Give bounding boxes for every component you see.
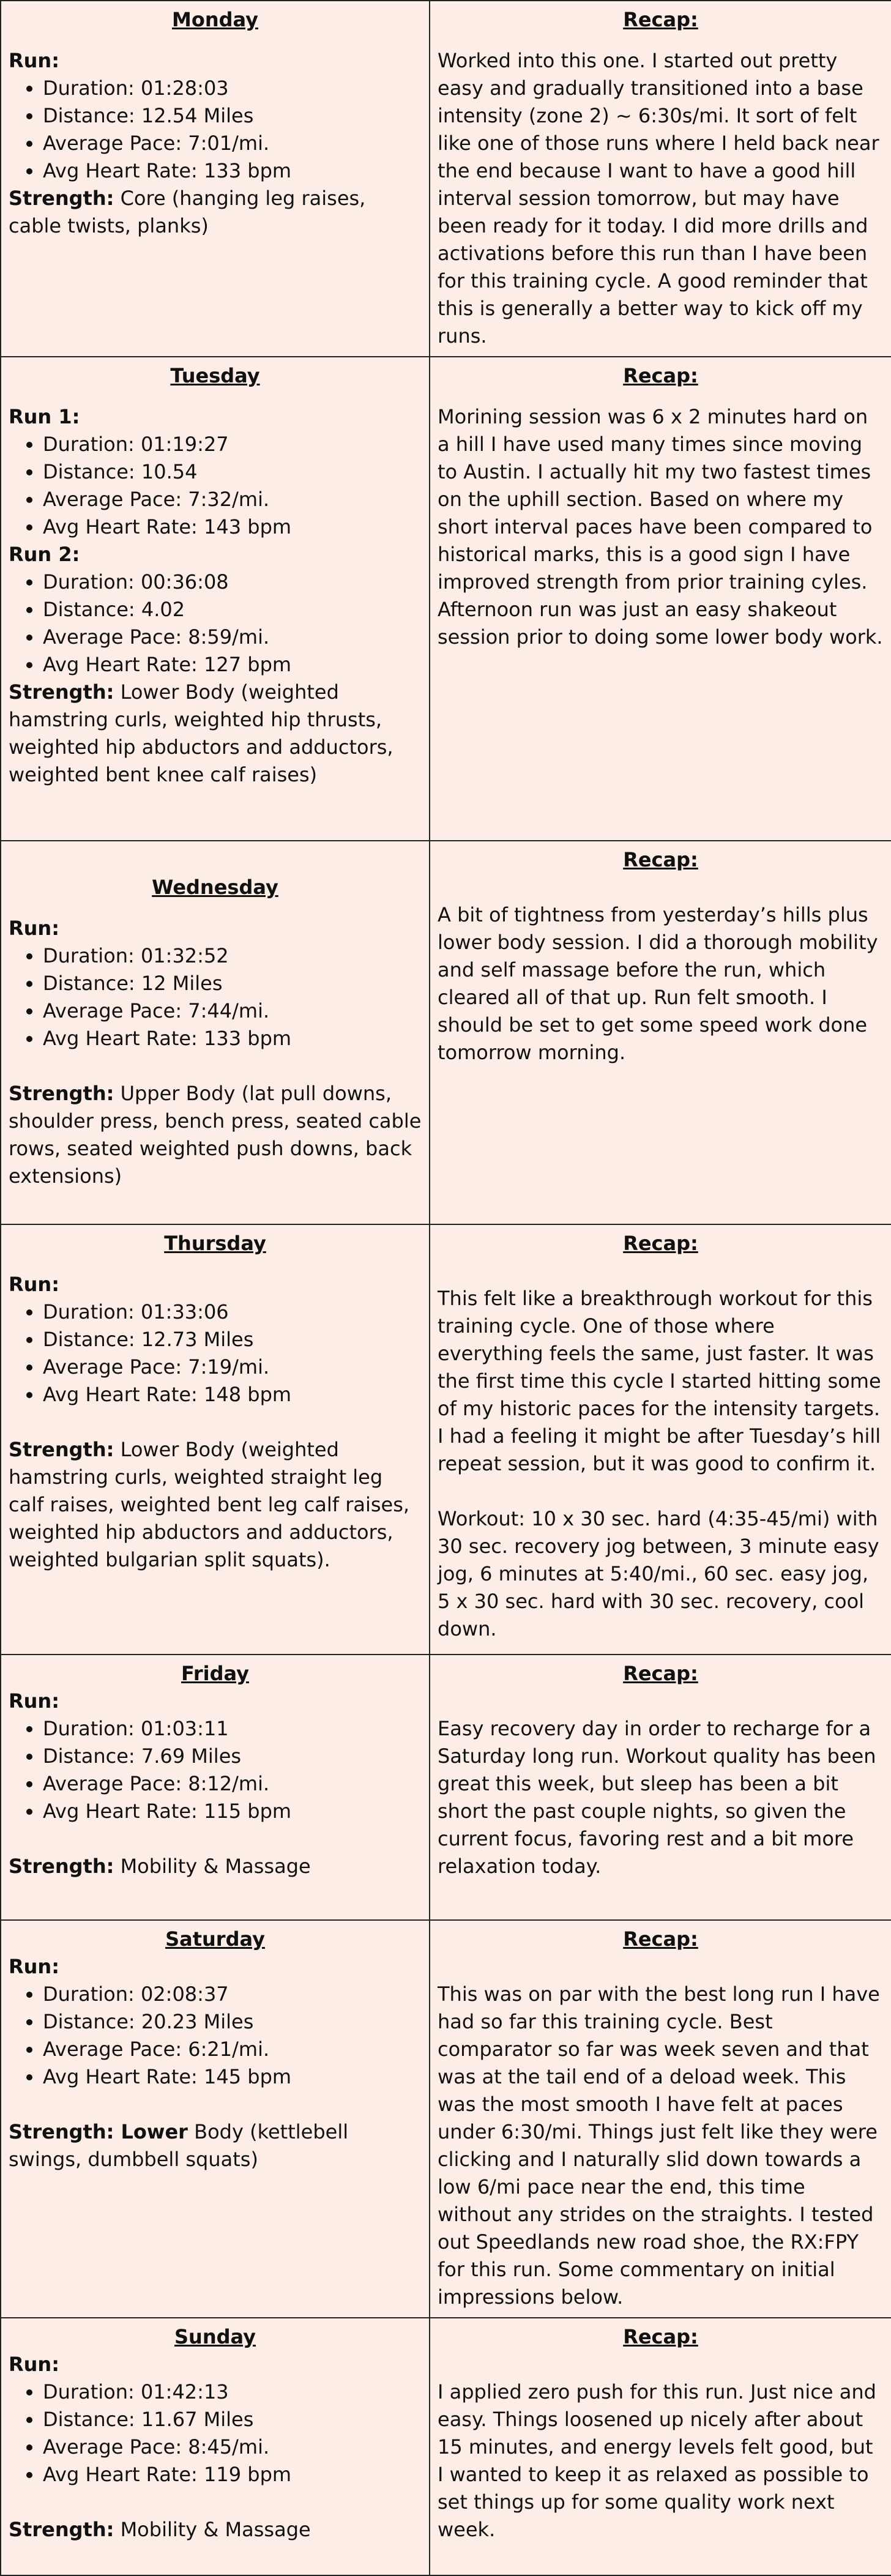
strength-line	[9, 1436, 422, 1574]
recap-cell	[430, 1655, 891, 1920]
strength-text: Body (kettlebell swings, dumbbell squats)	[9, 2120, 349, 2171]
recap-cell	[430, 841, 891, 1224]
distance-stat: • Distance: 12.73 Miles	[43, 1326, 422, 1353]
distance-stat: • Distance: 10.54	[43, 458, 422, 486]
run-1-label: Run 1:	[9, 405, 80, 428]
heart-rate-stat: • Avg Heart Rate: 115 bpm	[43, 1798, 422, 1825]
strength-label: Strength:	[9, 1438, 114, 1461]
day-cell	[1, 2318, 430, 2575]
strength-text: Lower Body (weighted hamstring curls, weighted hip thrusts, weighted hip abductors and adductors, weighted bent knee calf raises)	[9, 680, 393, 786]
day-cell	[1, 1655, 430, 1920]
day-title: Friday	[181, 1662, 249, 1685]
day-row-monday	[1, 1, 891, 357]
duration-stat: • Duration: 01:33:06	[43, 1298, 422, 1326]
recap-text: A bit of tightness from yesterday’s hills plus lower body session. I did a thorough mobility and self massage before the run, which cleared all of that up. Run felt smooth. I should be set to get some speed work done tomorrow morning.	[438, 903, 878, 1064]
distance-stat: • Distance: 7.69 Miles	[43, 1743, 422, 1770]
run-label: Run:	[9, 2353, 59, 2376]
strength-label: Strength: Lower	[9, 2120, 188, 2143]
recap-cell	[430, 1224, 891, 1655]
day-row-sunday	[1, 2318, 891, 2575]
heart-rate-stat: • Avg Heart Rate: 127 bpm	[43, 651, 422, 679]
strength-label: Strength:	[9, 680, 114, 704]
day-row-friday	[1, 1655, 891, 1920]
run-stats	[9, 942, 422, 1052]
day-cell	[1, 841, 430, 1224]
strength-text: Mobility & Massage	[114, 1855, 311, 1878]
recap-title: Recap:	[623, 364, 698, 387]
run-label: Run:	[9, 1689, 59, 1713]
pace-stat: • Average Pace: 6:21/mi.	[43, 2036, 422, 2063]
pace-stat: • Average Pace: 7:44/mi.	[43, 997, 422, 1025]
pace-stat: • Average Pace: 8:12/mi.	[43, 1770, 422, 1798]
recap-title: Recap:	[623, 848, 698, 871]
workout-text: Workout: 10 x 30 sec. hard (4:35-45/mi) with 30 sec. recovery jog between, 3 minute easy jog, 6 minutes at 5:40/mi., 60 sec. easy jog, 5 x 30 sec. hard with 30 sec. recovery, cool down.	[438, 1507, 879, 1640]
strength-line	[9, 1853, 422, 1880]
distance-stat: • Distance: 4.02	[43, 596, 422, 624]
run-label: Run:	[9, 1273, 59, 1296]
run-stats	[9, 1981, 422, 2091]
duration-stat: • Duration: 01:42:13	[43, 2378, 422, 2406]
duration-stat: • Duration: 01:19:27	[43, 431, 422, 458]
run-stats	[9, 1715, 422, 1825]
run-1-stats	[9, 431, 422, 541]
recap-cell	[430, 1, 891, 357]
strength-text: Lower Body (weighted hamstring curls, weighted straight leg calf raises, weighted bent leg calf raises, weighted hip abductors and adductors, weighted bulgarian split squats).	[9, 1438, 410, 1571]
day-row-tuesday	[1, 357, 891, 841]
strength-line	[9, 2516, 422, 2544]
heart-rate-stat: • Avg Heart Rate: 133 bpm	[43, 157, 422, 185]
strength-text: Core (hanging leg raises, cable twists, planks)	[9, 187, 366, 237]
strength-line	[9, 1080, 422, 1190]
strength-line	[9, 185, 422, 240]
pace-stat: • Average Pace: 8:45/mi.	[43, 2433, 422, 2461]
recap-title: Recap:	[623, 2325, 698, 2348]
strength-label: Strength:	[9, 1855, 114, 1878]
recap-cell	[430, 2318, 891, 2575]
strength-text: Upper Body (lat pull downs, shoulder press, bench press, seated cable rows, seated weighted push downs, back extensions)	[9, 1082, 422, 1188]
pace-stat: • Average Pace: 7:32/mi.	[43, 486, 422, 513]
heart-rate-stat: • Avg Heart Rate: 148 bpm	[43, 1381, 422, 1409]
distance-stat: • Distance: 12.54 Miles	[43, 102, 422, 130]
recap-title: Recap:	[623, 1662, 698, 1685]
day-row-thursday	[1, 1224, 891, 1655]
duration-stat: • Duration: 02:08:37	[43, 1981, 422, 2008]
run-label: Run:	[9, 49, 59, 72]
day-cell	[1, 1920, 430, 2318]
day-title: Sunday	[174, 2325, 256, 2348]
day-row-wednesday	[1, 841, 891, 1224]
recap-title: Recap:	[623, 1927, 698, 1951]
distance-stat: • Distance: 12 Miles	[43, 970, 422, 997]
strength-line	[9, 2118, 422, 2173]
distance-stat: • Distance: 20.23 Miles	[43, 2008, 422, 2036]
heart-rate-stat: • Avg Heart Rate: 145 bpm	[43, 2063, 422, 2091]
day-title: Wednesday	[152, 876, 278, 899]
heart-rate-stat: • Avg Heart Rate: 133 bpm	[43, 1025, 422, 1052]
pace-stat: • Average Pace: 8:59/mi.	[43, 624, 422, 651]
day-row-saturday	[1, 1920, 891, 2318]
duration-stat: • Duration: 01:32:52	[43, 942, 422, 970]
run-stats	[9, 1298, 422, 1409]
recap-title: Recap:	[623, 8, 698, 31]
distance-stat: • Distance: 11.67 Miles	[43, 2406, 422, 2433]
heart-rate-stat: • Avg Heart Rate: 143 bpm	[43, 513, 422, 541]
run-stats	[9, 2378, 422, 2489]
pace-stat: • Average Pace: 7:01/mi.	[43, 130, 422, 157]
duration-stat: • Duration: 00:36:08	[43, 568, 422, 596]
recap-text: Morining session was 6 x 2 minutes hard on a hill I have used many times since moving to Austin. I actually hit my two fastest times on the uphill section. Based on where my short interval paces have been compared to historical marks, this is a good sign I have improved strength from prior training cyles. Afternoon run was just an easy shakeout session prior to doing some lower body work.	[438, 405, 883, 649]
day-title: Monday	[172, 8, 258, 31]
duration-stat: • Duration: 01:28:03	[43, 75, 422, 102]
day-cell	[1, 1224, 430, 1655]
run-2-stats	[9, 568, 422, 679]
strength-label: Strength:	[9, 1082, 114, 1105]
pace-stat: • Average Pace: 7:19/mi.	[43, 1353, 422, 1381]
day-cell	[1, 357, 430, 841]
recap-text: This was on par with the best long run I have had so far this training cycle. Best comparator so far was week seven and that was at the tail end of a deload week. This was the most smooth I have felt at paces under 6:30/mi. Things just felt like they were clicking and I naturally slid down towards a low 6/mi pace near the end, this time without any strides on the straights. I tested out Speedlands new road shoe, the RX:FPY for this run. Some commentary on initial impressions below.	[438, 1982, 880, 2309]
run-label: Run:	[9, 1955, 59, 1978]
day-title: Thursday	[164, 1232, 266, 1255]
duration-stat: • Duration: 01:03:11	[43, 1715, 422, 1743]
run-stats	[9, 75, 422, 185]
run-label: Run:	[9, 917, 59, 940]
day-title: Tuesday	[170, 364, 260, 387]
recap-text: I applied zero push for this run. Just nice and easy. Things loosened up nicely after about 15 minutes, and energy levels felt good, but I wanted to keep it as relaxed as possible to set things up for some quality work next week.	[438, 2380, 876, 2541]
strength-text: Mobility & Massage	[114, 2518, 311, 2541]
day-cell	[1, 1, 430, 357]
recap-cell	[430, 357, 891, 841]
recap-text: Easy recovery day in order to recharge for a Saturday long run. Workout quality has been great this week, but sleep has been a bit short the past couple nights, so given the current focus, favoring rest and a bit more relaxation today.	[438, 1717, 876, 1878]
heart-rate-stat: • Avg Heart Rate: 119 bpm	[43, 2461, 422, 2489]
day-title: Saturday	[165, 1927, 265, 1951]
strength-label: Strength:	[9, 187, 114, 210]
recap-text: This felt like a breakthrough workout for this training cycle. One of those where everything feels the same, just faster. It was the first time this cycle I started hitting some of my historic paces for the intensity targets. I had a feeling it might be after Tuesday’s hill repeat session, but it was good to confirm it.	[438, 1287, 881, 1475]
recap-cell	[430, 1920, 891, 2318]
run-2-label: Run 2:	[9, 543, 80, 566]
recap-text: Worked into this one. I started out pretty easy and gradually transitioned into a base intensity (zone 2) ~ 6:30s/mi. It sort of felt like one of those runs where I held back near the end because I want to have a good hill interval session tomorrow, but may have been ready for it today. I did more drills and activations before this run than I have been for this training cycle. A good reminder that this is generally a better way to kick off my runs.	[438, 49, 879, 348]
strength-line	[9, 679, 422, 789]
recap-title: Recap:	[623, 1232, 698, 1255]
strength-label: Strength:	[9, 2518, 114, 2541]
